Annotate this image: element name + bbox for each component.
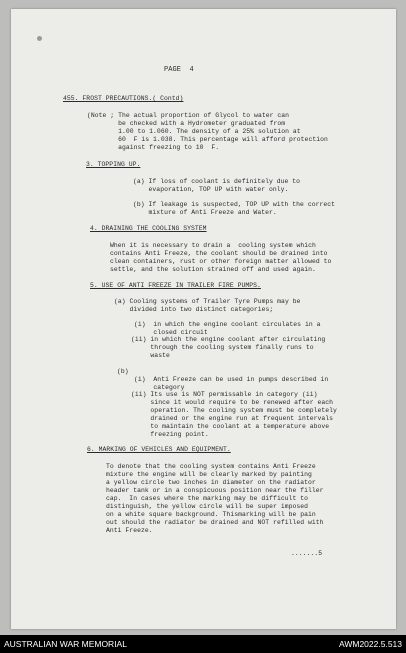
- section-5-b-i-2: category: [134, 384, 185, 391]
- section-4-line-3: clean containers, rust or other foreign matter allowed to: [110, 258, 332, 265]
- section-5-a-i-1: (i) in which the engine coolant circulates in a: [134, 321, 321, 328]
- section-6-line-3: a yellow circle two inches in diameter on the radiator: [106, 479, 316, 486]
- section-4-heading: 4. DRAINING THE COOLING SYSTEM: [90, 225, 207, 232]
- section-5-a-ii-2: through the cooling system finally runs to: [131, 344, 314, 351]
- note-line-1: (Note ; The actual proportion of Glycol to water can: [87, 112, 290, 119]
- document-page: [11, 9, 396, 629]
- note-line-5: against freezing to 10 F.: [87, 144, 220, 151]
- section-455-heading: 455. FROST PRECAUTIONS.( Contd): [63, 95, 184, 102]
- section-3-a-line-1: (a) If loss of coolant is definitely due to: [133, 178, 301, 185]
- section-5-a-i-2: closed circuit: [134, 329, 208, 336]
- note-line-3: 1.00 to 1.060. The density of a 25% solution at: [87, 128, 301, 135]
- section-5-heading: 5. USE OF ANTI FREEZE IN TRAILER FIRE PUMPS.: [90, 282, 261, 289]
- section-4-line-2: contains Anti Freeze, the coolant should be drained into: [110, 250, 328, 257]
- section-3-heading: 3. TOPPING UP.: [86, 161, 141, 168]
- section-5-a-intro-2: divided into two distinct categories;: [114, 306, 274, 313]
- section-5-b-ii-3: operation. The cooling system must be completely: [131, 407, 337, 414]
- section-3-b-line-1: (b) If leakage is suspected, TOP UP with the correct: [133, 201, 336, 208]
- section-5-a-intro-1: (a) Cooling systems of Trailer Tyre Pumps may be: [114, 298, 301, 305]
- section-3-b-line-2: mixture of Anti Freeze and Water.: [133, 209, 277, 216]
- section-5-a-ii-1: (ii) in which the engine coolant after circulating: [131, 336, 326, 343]
- section-4-line-4: settle, and the solution strained off and used again.: [110, 266, 316, 273]
- footer-reference: AWM2022.5.513: [339, 639, 402, 649]
- section-6-line-8: out should the radiator be drained and NOT refilled with: [106, 519, 324, 526]
- section-5-b-ii-1: (ii) Its use is NOT permissable in category (ii): [131, 391, 318, 398]
- archive-footer: [0, 635, 406, 653]
- section-6-line-7: on a white square background. Thismarking will be pain: [106, 511, 316, 518]
- page-header: PAGE 4: [164, 66, 194, 74]
- section-5-b-ii-6: freezing point.: [131, 431, 209, 438]
- section-6-line-9: Anti Freeze.: [106, 527, 153, 534]
- section-6-line-6: distinguish, the yellow circle will be super imposed: [106, 503, 309, 510]
- section-5-b-label: (b): [117, 368, 129, 375]
- section-5-b-i-1: (i) Anti Freeze can be used in pumps described in: [134, 376, 329, 383]
- punch-hole: [37, 36, 42, 41]
- section-5-b-ii-5: to maintain the coolant at a temperature above: [131, 423, 330, 430]
- section-6-heading: 6. MARKING OF VEHICLES AND EQUIPMENT.: [87, 446, 231, 453]
- continuation-marker: .......5: [291, 550, 323, 557]
- section-5-a-ii-3: waste: [131, 352, 170, 359]
- section-5-b-ii-2: since it would require to be renewed after each: [131, 399, 334, 406]
- section-6-line-2: mixture the engine will be clearly marked by painting: [106, 471, 312, 478]
- section-5-b-ii-4: drained or the engine run at frequent intervals: [131, 415, 334, 422]
- note-line-2: be checked with a Hydrometer graduated from: [87, 120, 286, 127]
- section-6-line-4: header tank or in a conspicuous position near the filler: [106, 487, 324, 494]
- footer-institution: AUSTRALIAN WAR MEMORIAL: [4, 639, 127, 649]
- section-6-line-5: cap. In cases where the marking may be difficult to: [106, 495, 309, 502]
- section-6-line-1: To denote that the cooling system contains Anti Freeze: [106, 463, 316, 470]
- note-line-4: 60 F is 1.038. This percentage will afford protection: [87, 136, 328, 143]
- section-4-line-1: When it is necessary to drain a cooling system which: [110, 242, 316, 249]
- section-3-a-line-2: evaporation, TOP UP with water only.: [133, 186, 289, 193]
